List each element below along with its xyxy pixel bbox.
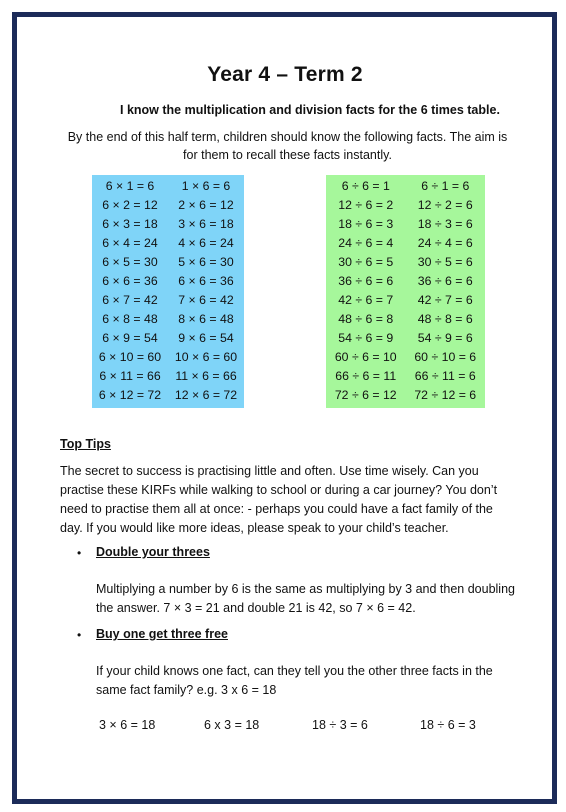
top-tips-paragraph: The secret to success is practising little and often. Use time wisely. Can you practise these KIRFs while walking to school or during a car journey? You don’t need to practise them all at once: - perhaps you could have a fact family of the day. If you would like more ideas, please speak to your child’s teacher.: [60, 464, 498, 535]
fact-cell: 30 ÷ 5 = 6: [417, 255, 473, 269]
fact-row: [92, 177, 244, 196]
fact-row: [92, 367, 244, 386]
page-title: Year 4 – Term 2: [207, 63, 363, 86]
fact-cell: 12 ÷ 6 = 2: [338, 198, 394, 212]
fact-cell: 4 × 6 = 24: [178, 236, 234, 250]
fact-row: [326, 329, 485, 348]
fact-row: [92, 348, 244, 367]
division-facts-table: [326, 175, 485, 408]
fact-cell: 6 × 11 = 66: [99, 369, 161, 383]
tip-double-threes-heading: Double your threes: [96, 545, 210, 559]
fact-cell: 72 ÷ 6 = 12: [334, 388, 397, 402]
fact-row: [92, 272, 244, 291]
fact-cell: 11 × 6 = 66: [175, 369, 237, 383]
fact-cell: 6 × 8 = 48: [102, 312, 158, 326]
fact-cell: 54 ÷ 6 = 9: [338, 331, 394, 345]
multiplication-facts-table: [92, 175, 244, 408]
fact-cell: 6 × 1 = 6: [105, 179, 155, 193]
fact-cell: 6 × 4 = 24: [102, 236, 158, 250]
fact-cell: 42 ÷ 7 = 6: [417, 293, 473, 307]
bullet-icon: •: [77, 546, 82, 560]
fact-row: [326, 272, 485, 291]
fact-cell: 18 ÷ 6 = 3: [338, 217, 394, 231]
fact-row: [326, 310, 485, 329]
fact-row: [92, 196, 244, 215]
fact-cell: 30 ÷ 6 = 5: [338, 255, 394, 269]
fact-cell: 36 ÷ 6 = 6: [417, 274, 473, 288]
fact-family-item: 18 ÷ 3 = 6: [312, 718, 368, 732]
fact-row: [92, 291, 244, 310]
fact-cell: 3 × 6 = 18: [178, 217, 234, 231]
fact-cell: 48 ÷ 8 = 6: [417, 312, 473, 326]
fact-row: [92, 234, 244, 253]
fact-cell: 66 ÷ 11 = 6: [414, 369, 476, 383]
tip-double-threes-text: Multiplying a number by 6 is the same as multiplying by 3 and then doubling the answer. 7 × 3 = 21 and double 21 is 42, so 7 × 6 = 42.: [96, 582, 515, 615]
fact-cell: 6 × 6 = 36: [178, 274, 234, 288]
fact-cell: 10 × 6 = 60: [174, 350, 238, 364]
tip-buy-one-heading: Buy one get three free: [96, 627, 228, 641]
fact-cell: 24 ÷ 6 = 4: [338, 236, 394, 250]
fact-row: [326, 291, 485, 310]
fact-cell: 6 × 9 = 54: [102, 331, 158, 345]
fact-cell: 8 × 6 = 48: [178, 312, 234, 326]
learning-objective: I know the multiplication and division facts for the 6 times table.: [120, 103, 500, 117]
fact-cell: 12 ÷ 2 = 6: [417, 198, 473, 212]
fact-row: [326, 177, 485, 196]
tip-buy-one-text: If your child knows one fact, can they tell you the other three facts in the same fact family? e.g. 3 x 6 = 18: [96, 664, 493, 697]
fact-cell: 60 ÷ 10 = 6: [414, 350, 477, 364]
fact-row: [92, 253, 244, 272]
fact-family-item: 3 × 6 = 18: [99, 718, 156, 732]
top-tips-heading: Top Tips: [60, 437, 111, 451]
fact-family-item: 18 ÷ 6 = 3: [420, 718, 476, 732]
fact-cell: 36 ÷ 6 = 6: [338, 274, 394, 288]
fact-row: [326, 348, 485, 367]
fact-row: [326, 253, 485, 272]
fact-cell: 2 × 6 = 12: [178, 198, 234, 212]
fact-cell: 54 ÷ 9 = 6: [417, 331, 473, 345]
fact-row: [326, 386, 485, 405]
fact-row: [92, 386, 244, 405]
fact-cell: 6 × 5 = 30: [102, 255, 158, 269]
fact-cell: 6 × 7 = 42: [102, 293, 158, 307]
fact-cell: 1 × 6 = 6: [181, 179, 231, 193]
fact-row: [92, 215, 244, 234]
fact-cell: 5 × 6 = 30: [178, 255, 234, 269]
fact-family-row: [0, 718, 566, 738]
fact-cell: 42 ÷ 6 = 7: [338, 293, 394, 307]
fact-cell: 48 ÷ 6 = 8: [338, 312, 394, 326]
fact-cell: 72 ÷ 12 = 6: [414, 388, 477, 402]
fact-cell: 7 × 6 = 42: [178, 293, 234, 307]
fact-cell: 6 × 12 = 72: [98, 388, 162, 402]
fact-cell: 18 ÷ 3 = 6: [417, 217, 473, 231]
fact-cell: 6 ÷ 6 = 1: [341, 179, 390, 193]
fact-row: [326, 215, 485, 234]
fact-row: [92, 329, 244, 348]
fact-row: [326, 367, 485, 386]
fact-row: [326, 234, 485, 253]
bullet-icon: •: [77, 628, 82, 642]
fact-cell: 6 × 2 = 12: [102, 198, 158, 212]
fact-cell: 9 × 6 = 54: [178, 331, 234, 345]
fact-cell: 24 ÷ 4 = 6: [417, 236, 473, 250]
fact-cell: 66 ÷ 6 = 11: [335, 369, 397, 383]
fact-cell: 6 × 6 = 36: [102, 274, 158, 288]
intro-text: By the end of this half term, children should know the following facts. The aim is for them to recall these facts instantly.: [67, 130, 508, 162]
fact-cell: 6 × 10 = 60: [98, 350, 162, 364]
fact-family-item: 6 x 3 = 18: [204, 718, 260, 732]
fact-row: [92, 310, 244, 329]
fact-cell: 60 ÷ 6 = 10: [334, 350, 397, 364]
fact-cell: 6 ÷ 1 = 6: [421, 179, 470, 193]
fact-cell: 6 × 3 = 18: [102, 217, 158, 231]
fact-cell: 12 × 6 = 72: [174, 388, 238, 402]
fact-row: [326, 196, 485, 215]
